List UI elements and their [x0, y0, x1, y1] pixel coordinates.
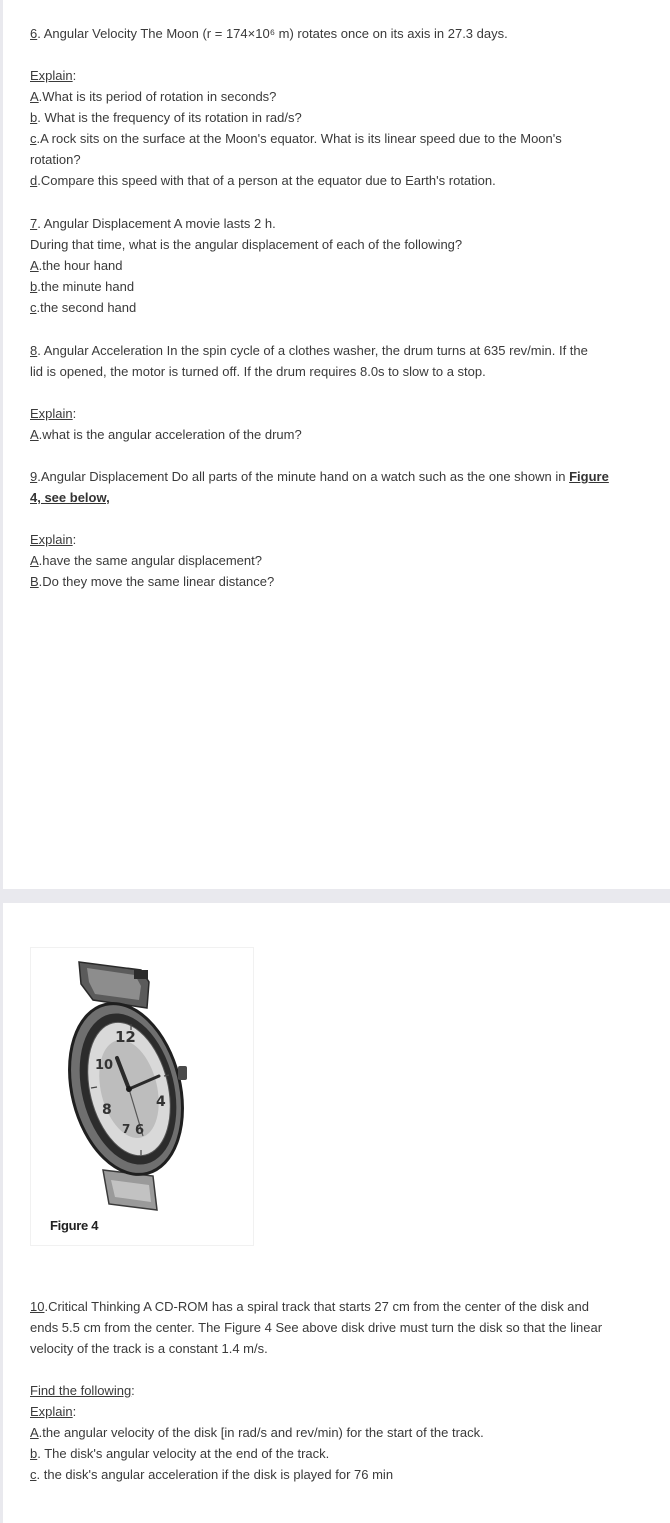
part-letter: d — [30, 173, 38, 188]
explain-label: Explain — [30, 406, 73, 421]
question-9-parts — [30, 529, 670, 592]
part-letter: b — [30, 1446, 38, 1461]
document-page-1 — [3, 0, 670, 889]
explain-colon: : — [72, 1404, 77, 1419]
question-9-part-b — [30, 571, 670, 592]
question-6-stem — [30, 23, 670, 44]
question-6-number: 6 — [30, 26, 38, 41]
question-7-text: . Angular Displacement A movie lasts 2 h. — [37, 216, 276, 231]
question-6-part-c — [30, 128, 670, 149]
part-letter: A — [30, 427, 39, 442]
figure-caption: Figure 4 — [50, 1218, 99, 1233]
question-6-part-d — [30, 170, 670, 191]
explain-colon: : — [72, 68, 77, 83]
part-text: .Do they move the same linear distance? — [38, 574, 275, 589]
question-9-text: .Angular Displacement Do all parts of the minute hand on a watch such as the one shown in — [37, 469, 570, 484]
explain-label: Explain — [30, 532, 73, 547]
part-text: .what is the angular acceleration of the drum? — [38, 427, 302, 442]
question-8-parts — [30, 403, 670, 445]
watch-illustration — [31, 948, 253, 1228]
question-6-part-a — [30, 86, 670, 107]
explain-colon: : — [72, 532, 77, 547]
question-7-line2: During that time, what is the angular displacement of each of the following? — [30, 237, 463, 252]
figure-4-link-cont[interactable]: 4, see below, — [30, 490, 110, 505]
explain-label: Explain — [30, 1404, 73, 1419]
part-text: . The disk's angular velocity at the end of the track. — [37, 1446, 330, 1461]
question-7-number: 7 — [30, 216, 38, 231]
question-8 — [30, 340, 670, 382]
question-9-part-a — [30, 550, 670, 571]
find-colon: : — [131, 1383, 135, 1398]
part-text: .the angular velocity of the disk [in rad/s and rev/min) for the start of the track. — [38, 1425, 484, 1440]
dial-numeral-7: 7 — [122, 1122, 131, 1136]
question-10-part-a — [30, 1422, 670, 1443]
question-9-number: 9 — [30, 469, 38, 484]
question-10 — [30, 1296, 670, 1359]
question-9-line2 — [30, 487, 670, 508]
question-9-stem — [30, 466, 670, 487]
part-text: .the hour hand — [38, 258, 123, 273]
question-8-part-a — [30, 424, 670, 445]
question-6-part-b — [30, 107, 670, 128]
explain-heading — [30, 403, 670, 424]
part-text: .What is its period of rotation in seconds? — [38, 89, 277, 104]
question-10-stem — [30, 1296, 670, 1317]
part-text: .Compare this speed with that of a person at the equator due to Earth's rotation. — [37, 173, 496, 188]
part-letter: b — [30, 110, 38, 125]
part-text: . the disk's angular acceleration if the disk is played for 76 min — [36, 1467, 394, 1482]
question-10-number: 10 — [30, 1299, 45, 1314]
part-letter: c — [30, 131, 37, 146]
part-letter: A — [30, 1425, 39, 1440]
dial-numeral-10: 10 — [95, 1058, 114, 1073]
question-8-text: . Angular Acceleration In the spin cycle of a clothes washer, the drum turns at 635 rev/min. If the — [37, 343, 588, 358]
question-10-line3: velocity of the track is a constant 1.4 m/s. — [30, 1341, 268, 1356]
question-7-part-b — [30, 276, 670, 297]
part-text: .the second hand — [36, 300, 137, 315]
part-text: .have the same angular displacement? — [38, 553, 262, 568]
explain-label: Explain — [30, 68, 73, 83]
question-10-part-b — [30, 1443, 670, 1464]
part-letter: c — [30, 300, 37, 315]
question-7 — [30, 213, 670, 318]
part-letter: A — [30, 553, 39, 568]
dial-numeral-4: 4 — [156, 1094, 166, 1110]
find-label: Find the following — [30, 1383, 132, 1398]
dial-numeral-12: 12 — [115, 1028, 136, 1046]
part-text: .the minute hand — [37, 279, 135, 294]
part-text: .A rock sits on the surface at the Moon's equator. What is its linear speed due to the Moon's — [36, 131, 562, 146]
part-letter: c — [30, 1467, 37, 1482]
part-letter: A — [30, 258, 39, 273]
explain-colon: : — [72, 406, 77, 421]
question-7-part-c — [30, 297, 670, 318]
explain-heading — [30, 65, 670, 86]
question-6-text: . Angular Velocity The Moon (r = 174×10⁶ m) rotates once on its axis in 27.3 days. — [37, 26, 508, 41]
question-10-line2: ends 5.5 cm from the center. The Figure 4 See above disk drive must turn the disk so that the linear — [30, 1320, 603, 1335]
question-7-stem — [30, 213, 670, 234]
part-letter: B — [30, 574, 39, 589]
part-text: . What is the frequency of its rotation in rad/s? — [37, 110, 302, 125]
explain-heading — [30, 1401, 670, 1422]
part-letter: b — [30, 279, 38, 294]
question-10-text: .Critical Thinking A CD-ROM has a spiral track that starts 27 cm from the center of the disk and — [44, 1299, 589, 1314]
question-8-line2: lid is opened, the motor is turned off. If the drum requires 8.0s to slow to a stop. — [30, 364, 486, 379]
question-8-stem — [30, 340, 670, 361]
question-7-part-a — [30, 255, 670, 276]
dial-numeral-8: 8 — [102, 1102, 112, 1118]
question-10-part-c — [30, 1464, 670, 1485]
question-10-parts — [30, 1380, 670, 1485]
figure-4-image — [30, 947, 254, 1246]
question-9 — [30, 466, 670, 508]
part-letter: A — [30, 89, 39, 104]
dial-numeral-6: 6 — [135, 1123, 145, 1138]
figure-4-link[interactable]: Figure — [569, 469, 609, 484]
explain-heading — [30, 529, 670, 550]
question-6 — [30, 23, 670, 44]
question-6-part-c-cont: rotation? — [30, 152, 81, 167]
document-page-2 — [3, 903, 670, 1523]
question-6-parts — [30, 65, 670, 191]
question-8-number: 8 — [30, 343, 38, 358]
find-heading — [30, 1380, 670, 1401]
